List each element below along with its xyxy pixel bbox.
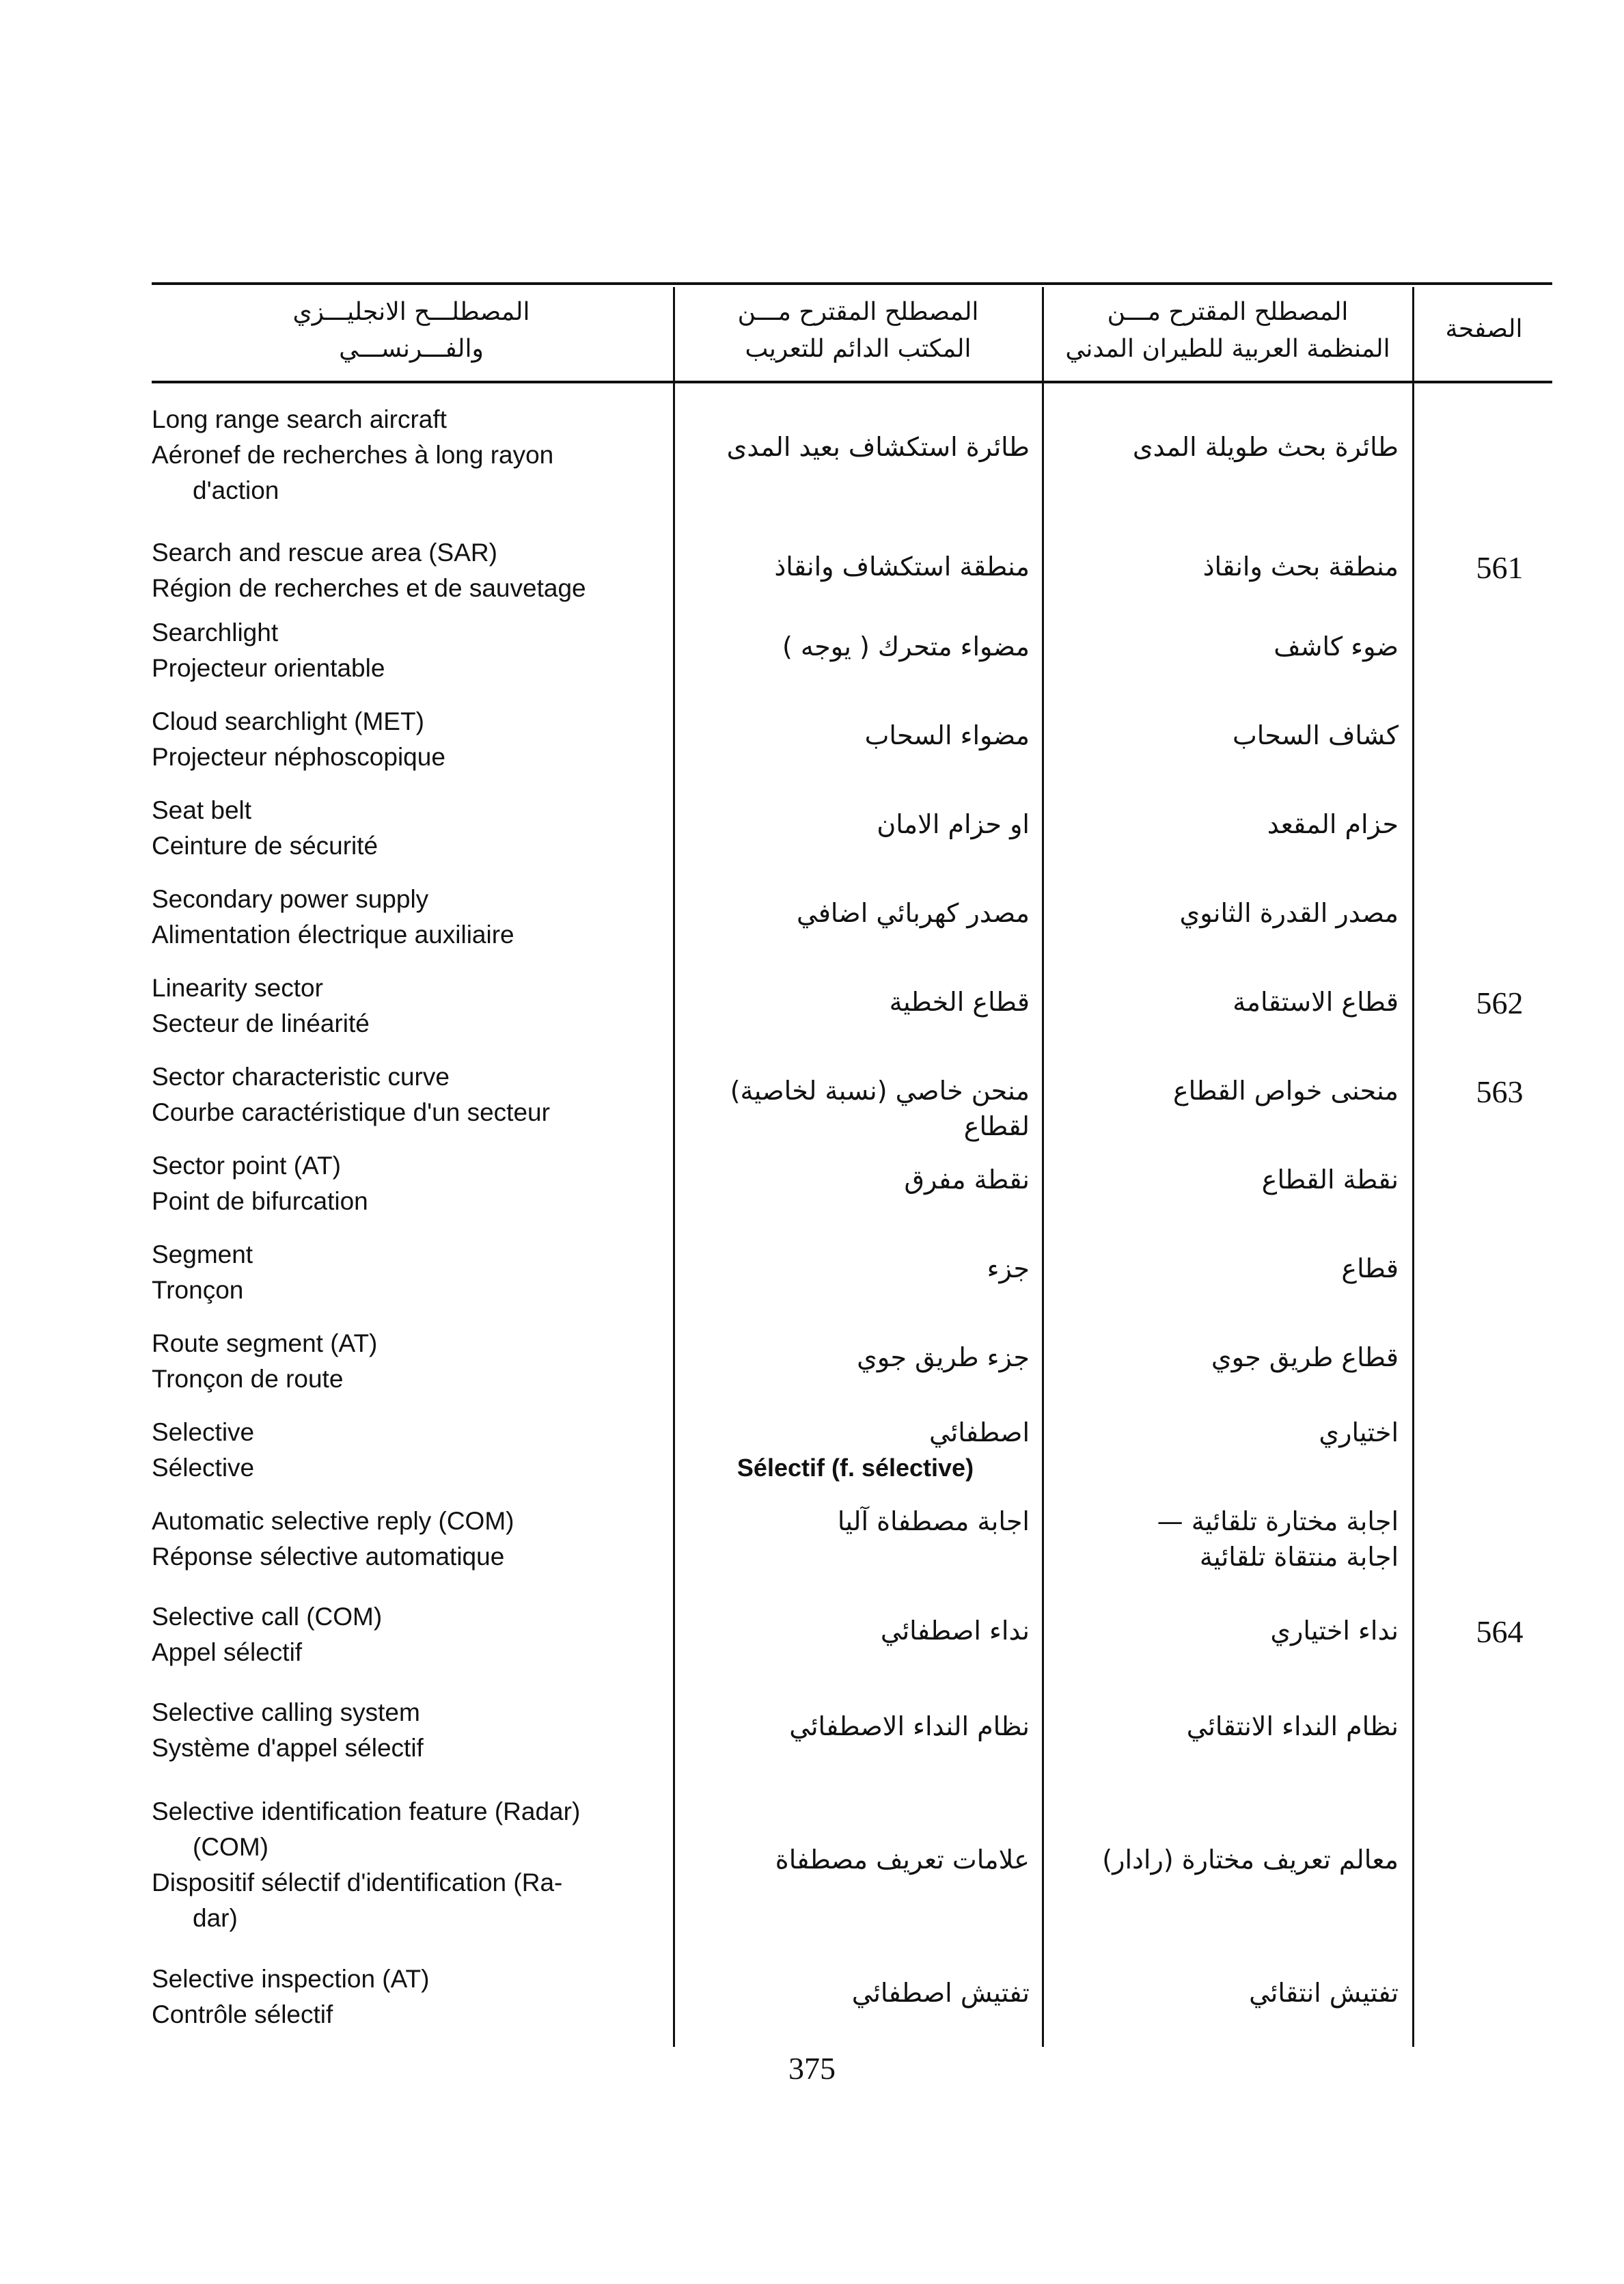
term-line: Projecteur néphoscopique <box>152 743 445 771</box>
term-line: Sélective <box>152 1454 255 1482</box>
term-english-french <box>152 970 678 1042</box>
term-arab-org <box>1050 1842 1399 1877</box>
term-english-french <box>152 1961 678 2033</box>
term-arab-org <box>1050 1975 1399 2011</box>
term-english-french <box>152 1794 678 1936</box>
term-english-french <box>152 535 678 606</box>
arabic-term-line: مصدر كهربائي اضافي <box>797 898 1030 928</box>
arabic-term-line: اجابة مختارة تلقائية — <box>1157 1506 1399 1536</box>
term-arab-org <box>1050 1073 1399 1109</box>
arabic-term-line: جزء <box>987 1253 1030 1283</box>
arabic-term-line: حزام المقعد <box>1267 809 1399 839</box>
term-permanent-office <box>681 1415 1030 1486</box>
term-line: Sector point (AT) <box>152 1152 341 1180</box>
term-line: Système d'appel sélectif <box>152 1734 424 1762</box>
term-line: Automatic selective reply (COM) <box>152 1507 514 1535</box>
term-arab-org <box>1050 1340 1399 1375</box>
term-arab-org <box>1050 1613 1399 1648</box>
arabic-term-line: كشاف السحاب <box>1233 720 1399 750</box>
term-arab-org <box>1050 895 1399 931</box>
arabic-term-line: نداء اختياري <box>1270 1616 1399 1646</box>
term-permanent-office <box>681 549 1030 584</box>
term-line: Appel sélectif <box>152 1638 303 1666</box>
term-line: Linearity sector <box>152 974 323 1002</box>
term-line: (COM) <box>193 1833 269 1861</box>
term-arab-org <box>1050 984 1399 1020</box>
term-line: Région de recherches et de sauvetage <box>152 574 586 602</box>
term-line: Projecteur orientable <box>152 654 385 682</box>
term-permanent-office <box>681 718 1030 753</box>
arabic-term-line: تفتيش انتقائي <box>1249 1978 1399 2008</box>
term-line: Courbe caractéristique d'un secteur <box>152 1098 550 1126</box>
arabic-term-line: ضوء كاشف <box>1274 631 1399 662</box>
term-permanent-office <box>681 1073 1030 1144</box>
term-permanent-office <box>681 1251 1030 1286</box>
arabic-term-line: طائرة استكشاف بعيد المدى <box>726 432 1030 462</box>
term-line: Point de bifurcation <box>152 1187 368 1215</box>
page-reference: 561 <box>1476 550 1524 585</box>
arabic-term-line: اجابة منتقاة تلقائية <box>1199 1542 1399 1572</box>
term-permanent-office <box>681 895 1030 931</box>
term-line: Cloud searchlight (MET) <box>152 707 424 735</box>
term-line: Secteur de linéarité <box>152 1009 370 1037</box>
term-line: Search and rescue area (SAR) <box>152 539 497 567</box>
term-line: Long range search aircraft <box>152 405 447 433</box>
term-permanent-office <box>681 1504 1030 1539</box>
arabic-term-line: منطقة استكشاف وانقاذ <box>774 552 1030 582</box>
term-english-french <box>152 882 678 953</box>
page-reference: 562 <box>1476 985 1524 1020</box>
term-permanent-office <box>681 806 1030 842</box>
term-english-french <box>152 1148 678 1219</box>
term-line: Segment <box>152 1240 253 1268</box>
arabic-term-line: طائرة بحث طويلة المدى <box>1132 432 1399 462</box>
term-line: Aéronef de recherches à long rayon <box>152 441 554 469</box>
arabic-term-line: مضواء متحرك ( يوجه ) <box>782 631 1030 662</box>
page-reference: 564 <box>1476 1614 1524 1649</box>
term-arab-org <box>1050 1504 1399 1575</box>
arabic-term-line: اختياري <box>1319 1417 1399 1447</box>
term-english-french <box>152 1504 678 1575</box>
term-line: Selective call (COM) <box>152 1603 383 1631</box>
term-arab-org <box>1050 549 1399 584</box>
arabic-term-line: قطاع الخطية <box>889 987 1030 1017</box>
term-arab-org <box>1050 806 1399 842</box>
arabic-term-line: منطقة بحث وانقاذ <box>1202 552 1399 582</box>
term-arab-org <box>1050 1709 1399 1744</box>
arabic-term-line: جزء طريق جوي <box>857 1342 1030 1372</box>
term-line: Selective <box>152 1418 255 1446</box>
term-line: dar) <box>193 1904 238 1932</box>
term-permanent-office <box>681 1842 1030 1877</box>
header-arab-civil-aviation-org: المصطلح المقترح مـــن المنظمة العربية للطيران المدني <box>1065 298 1390 363</box>
page-number: 375 <box>788 2051 836 2086</box>
header-permanent-office: المصطلح المقترح مـــن المكتب الدائم للتعريب <box>737 298 979 363</box>
term-line: Réponse sélective automatique <box>152 1542 505 1571</box>
term-arab-org <box>1050 718 1399 753</box>
arabic-term-line: مصدر القدرة الثانوي <box>1179 898 1399 928</box>
term-line: Selective identification feature (Radar) <box>152 1797 581 1825</box>
arabic-term-line: قطاع الاستقامة <box>1233 987 1399 1017</box>
header-english-french: المصطلـــح الانجليـــزي والفـــرنســـي <box>292 298 530 363</box>
arabic-term-line: نظام النداء الاصطفائي <box>789 1711 1030 1741</box>
term-line: Sector characteristic curve <box>152 1063 450 1091</box>
arabic-term-line: قطاع طريق جوي <box>1211 1342 1399 1372</box>
arabic-term-line: نظام النداء الانتقائي <box>1186 1711 1399 1741</box>
page-reference: 563 <box>1476 1074 1524 1109</box>
term-permanent-office <box>681 1340 1030 1375</box>
arabic-term-line: تفتيش اصطفائي <box>851 1978 1030 2008</box>
term-arab-org <box>1050 1415 1399 1450</box>
arabic-term-line: علامات تعريف مصطفاة <box>775 1845 1030 1875</box>
table-header-rule <box>152 381 1552 383</box>
term-permanent-office <box>681 1975 1030 2011</box>
term-line: Ceinture de sécurité <box>152 832 379 860</box>
term-english-french <box>152 793 678 864</box>
header-page: الصفحة <box>1445 315 1523 343</box>
term-english-french <box>152 1415 678 1486</box>
term-english-french <box>152 402 678 508</box>
arabic-term-line: قطاع <box>1341 1253 1399 1283</box>
term-english-french <box>152 704 678 775</box>
arabic-term-line: Sélectif (f. sélective) <box>737 1454 974 1482</box>
arabic-term-line: او حزام الامان <box>877 809 1030 839</box>
arabic-term-line: اجابة مصطفاة آليا <box>837 1506 1030 1536</box>
term-permanent-office <box>681 1709 1030 1744</box>
arabic-term-line: نقطة القطاع <box>1261 1165 1399 1195</box>
term-arab-org <box>1050 429 1399 465</box>
term-arab-org <box>1050 1251 1399 1286</box>
arabic-term-line: منحنى خواص القطاع <box>1172 1076 1399 1106</box>
term-line: Seat belt <box>152 796 252 824</box>
term-line: Searchlight <box>152 618 279 647</box>
arabic-term-line: نداء اصطفائي <box>880 1616 1030 1646</box>
arabic-term-line: مضواء السحاب <box>864 720 1030 750</box>
arabic-term-line: معالم تعريف مختارة (رادار) <box>1102 1845 1399 1875</box>
col-divider-2 <box>1042 287 1044 2047</box>
term-line: Selective inspection (AT) <box>152 1965 430 1993</box>
term-arab-org <box>1050 1162 1399 1197</box>
term-line: Selective calling system <box>152 1698 420 1726</box>
table-top-rule <box>152 282 1552 285</box>
term-line: d'action <box>193 476 279 504</box>
term-line: Route segment (AT) <box>152 1329 378 1357</box>
term-arab-org <box>1050 629 1399 664</box>
term-permanent-office <box>681 984 1030 1020</box>
arabic-term-line: اصطفائي <box>928 1417 1030 1447</box>
term-line: Tronçon de route <box>152 1365 344 1393</box>
term-line: Secondary power supply <box>152 885 429 913</box>
term-english-french <box>152 1326 678 1397</box>
arabic-term-line: نقطة مفرق <box>904 1165 1030 1195</box>
term-english-french <box>152 1599 678 1670</box>
term-permanent-office <box>681 429 1030 465</box>
term-line: Dispositif sélectif d'identification (Ra- <box>152 1868 563 1896</box>
term-english-french <box>152 1695 678 1766</box>
term-permanent-office <box>681 629 1030 664</box>
term-english-french <box>152 615 678 686</box>
arabic-term-line: لقطاع <box>963 1111 1030 1141</box>
term-english-french <box>152 1237 678 1308</box>
term-permanent-office <box>681 1613 1030 1648</box>
term-permanent-office <box>681 1162 1030 1197</box>
term-line: Alimentation électrique auxiliaire <box>152 921 514 949</box>
arabic-term-line: منحن خاصي (نسبة لخاصية) <box>730 1076 1030 1106</box>
term-line: Contrôle sélectif <box>152 2000 333 2028</box>
term-english-french <box>152 1059 678 1130</box>
term-line: Tronçon <box>152 1276 244 1304</box>
